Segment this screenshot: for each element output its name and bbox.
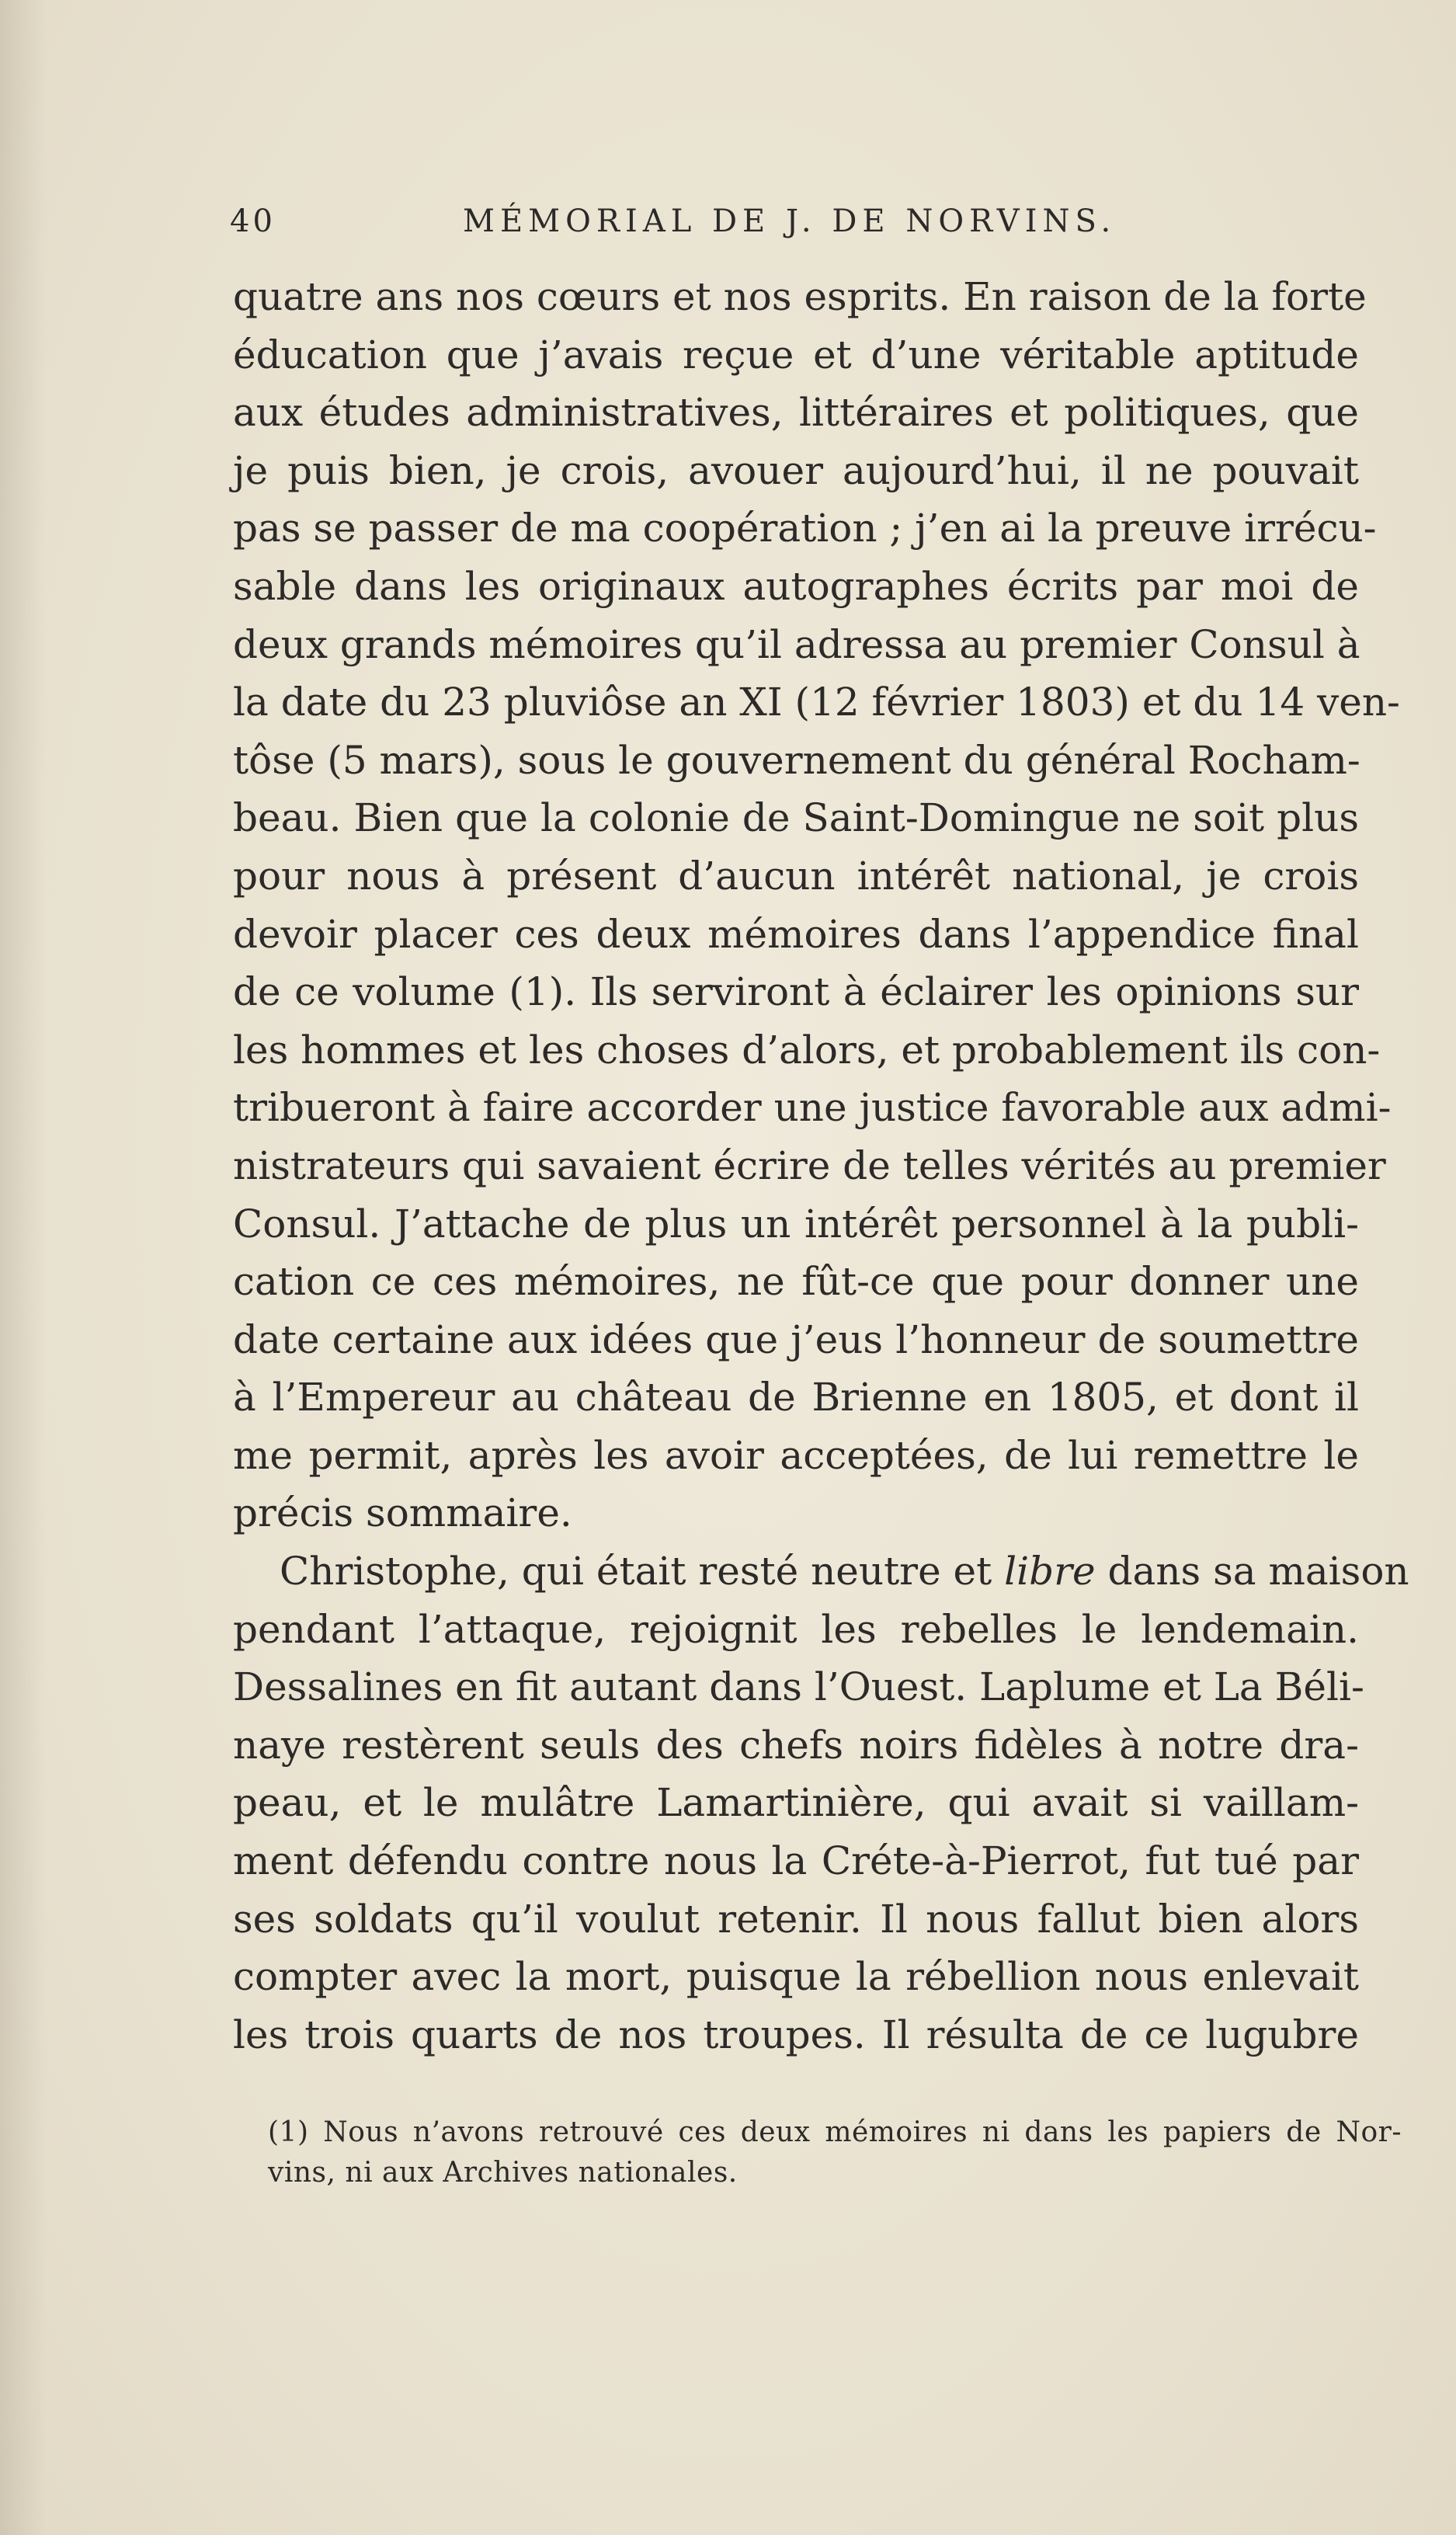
text-line: deux grands mémoires qu’il adressa au premier Consul à: [233, 621, 1360, 667]
text-line: beau. Bien que la colonie de Saint-Domingue ne soit plus: [233, 795, 1359, 841]
text-line: ment défendu contre nous la Créte-à-Pierrot, fut tué par: [233, 1838, 1359, 1884]
text-line: cation ce ces mémoires, ne fût-ce que pour donner une: [233, 1259, 1359, 1305]
text-line: pas se passer de ma coopération ; j’en ai la preuve irrécu-: [233, 506, 1377, 551]
text-line: pour nous à présent d’aucun intérêt national, je crois: [233, 853, 1359, 899]
text-line: naye restèrent seuls des chefs noirs fidèles à notre dra-: [233, 1722, 1359, 1768]
text-line: tôse (5 mars), sous le gouvernement du général Rocham-: [233, 737, 1360, 783]
text-line: à l’Empereur au château de Brienne en 1805, et dont il: [233, 1375, 1359, 1421]
text-line: compter avec la mort, puisque la rébellion nous enlevait: [233, 1954, 1359, 2000]
text-line: éducation que j’avais reçue et d’une véritable aptitude: [233, 332, 1359, 377]
text-line: peau, et le mulâtre Lamartinière, qui avait si vaillam-: [233, 1780, 1359, 1826]
text-line: devoir placer ces deux mémoires dans l’appendice final: [233, 911, 1359, 957]
footnote-line: (1) Nous n’avons retrouvé ces deux mémoires ni dans les papiers de Nor-: [268, 2116, 1402, 2148]
text-line: me permit, après les avoir acceptées, de lui remettre le: [233, 1432, 1359, 1478]
text-line: nistrateurs qui savaient écrire de telles vérités au premier: [233, 1142, 1386, 1188]
text-line: précis sommaire.: [233, 1490, 572, 1536]
text-line: date certaine aux idées que j’eus l’honneur de soumettre: [233, 1316, 1359, 1362]
running-title: MÉMORIAL DE J. DE NORVINS.: [463, 203, 1117, 239]
text-line: tribueront à faire accorder une justice favorable aux admi-: [233, 1085, 1392, 1131]
italic-word: libre: [1004, 1549, 1096, 1594]
text-line: Dessalines en fit autant dans l’Ouest. Laplume et La Béli-: [233, 1664, 1364, 1710]
footnote: [268, 2112, 1402, 2193]
running-header: [230, 203, 1123, 250]
text-line: sable dans les originaux autographes écrits par moi de: [233, 563, 1359, 609]
footnote-line: vins, ni aux Archives nationales.: [268, 2157, 738, 2189]
text-line: je puis bien, je crois, avouer aujourd’hui, il ne pouvait: [233, 447, 1359, 493]
text-line: quatre ans nos cœurs et nos esprits. En raison de la forte: [233, 274, 1367, 319]
text-line: les trois quarts de nos troupes. Il résulta de ce lugubre: [233, 2012, 1359, 2057]
text-segment: Christophe, qui était resté neutre et: [280, 1549, 1005, 1594]
text-line: la date du 23 pluviôse an XI (12 février 1803) et du 14 ven-: [233, 680, 1400, 725]
page-gutter-shadow: [0, 0, 47, 2535]
text-line: aux études administratives, littéraires et politiques, que: [233, 390, 1359, 436]
text-line: ses soldats qu’il voulut retenir. Il nous fallut bien alors: [233, 1896, 1359, 1942]
text-segment: dans sa maison: [1095, 1549, 1409, 1594]
page-number: 40: [230, 203, 276, 239]
text-line: pendant l’attaque, rejoignit les rebelles le lendemain.: [233, 1606, 1359, 1652]
text-line: de ce volume (1). Ils serviront à éclairer les opinions sur: [233, 969, 1359, 1015]
body-text: [233, 268, 1409, 2064]
text-line: Consul. J’attache de plus un intérêt personnel à la publi-: [233, 1201, 1359, 1247]
paragraph-start-line: [233, 1542, 1409, 1601]
text-line: les hommes et les choses d’alors, et probablement ils con-: [233, 1027, 1381, 1073]
